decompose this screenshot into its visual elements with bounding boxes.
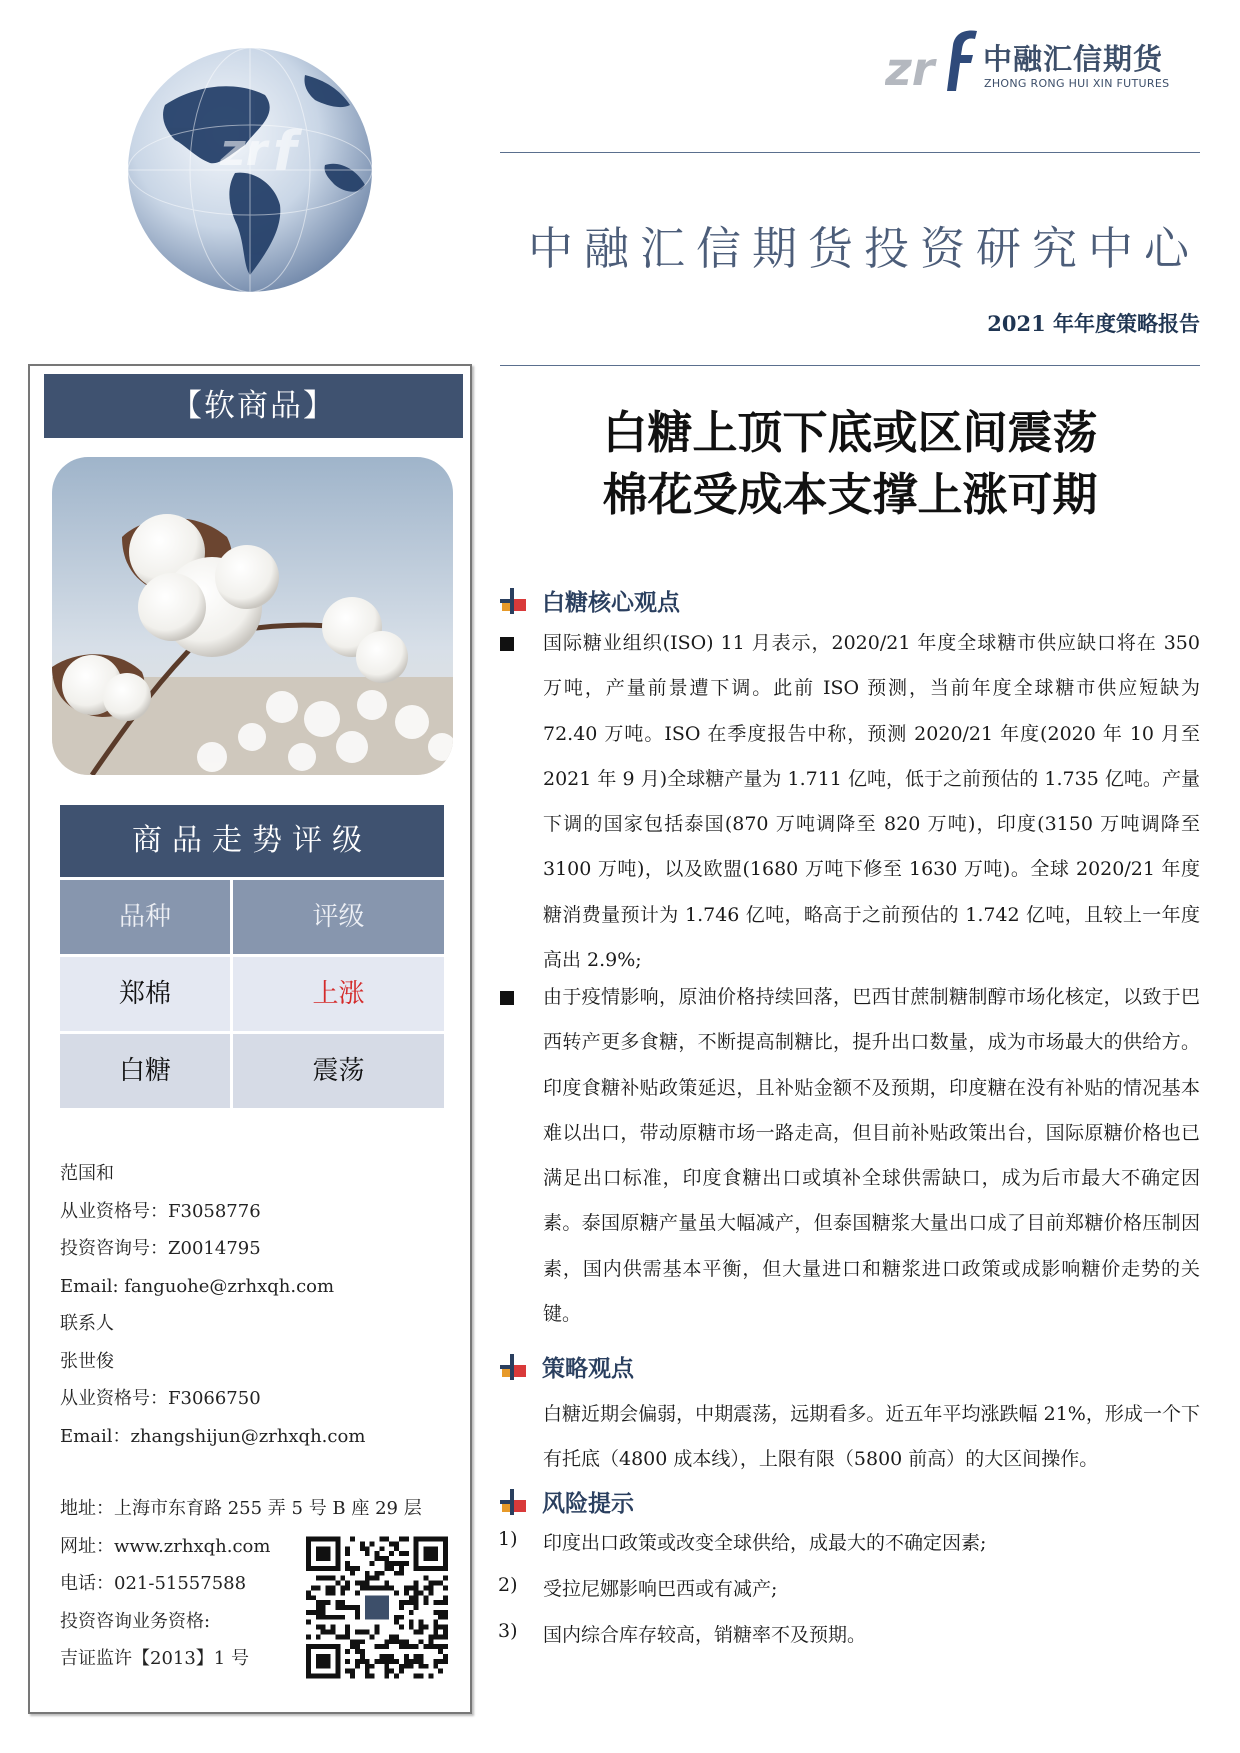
section-strategy (498, 1350, 634, 1383)
rating-table-title: 商品走势评级 (60, 805, 444, 877)
risk-item: 国内综合库存较高，销糖率不及预期。 (543, 1624, 867, 1646)
research-center-title: 中融汇信期货投资研究中心 (527, 222, 1200, 275)
license-number: 吉证监许【2013】1 号 (60, 1648, 249, 1669)
report-type: 2021 年年度策略报告 (987, 311, 1200, 336)
section-title: 策略观点 (542, 1356, 634, 1382)
svg-text:zr: zr (885, 42, 935, 95)
section-marker-icon (498, 588, 528, 614)
category-banner: 【软商品】 (44, 374, 463, 438)
company-logo (885, 25, 1195, 95)
row-1-variety: 郑棉 (60, 957, 230, 1031)
bullet-square-icon (500, 991, 514, 1005)
section-sugar-core-view (498, 584, 680, 617)
section-title: 白糖核心观点 (542, 590, 680, 616)
svg-text:zr: zr (220, 125, 268, 176)
contact-line: Email: fanguohe@zrhxqh.com (60, 1275, 335, 1297)
contact-line: 投资咨询号：Z0014795 (60, 1238, 261, 1259)
strategy-paragraph: 白糖近期会偏弱，中期震荡，远期看多。近五年平均涨跌幅 21%，形成一个下有托底（4800 成本线），上限有限（5800 前高）的大区间操作。 (543, 1403, 1200, 1471)
svg-text:f: f (273, 120, 297, 183)
risk-item-number: 1) (498, 1528, 518, 1550)
contact-line: 从业资格号：F3058776 (60, 1200, 261, 1222)
address-line: 地址：上海市东育路 255 弄 5 号 B 座 29 层 (60, 1498, 422, 1519)
column-header-rating: 评级 (233, 880, 444, 954)
section-marker-icon (498, 1354, 528, 1380)
analyst-contacts (60, 1155, 460, 1455)
section-marker-icon (498, 1489, 528, 1515)
risk-item: 印度出口政策或改变全球供给，成最大的不确定因素; (543, 1532, 987, 1554)
contact-line: Email：zhangshijun@zrhxqh.com (60, 1425, 366, 1447)
column-header-variety: 品种 (60, 880, 230, 954)
risk-item: 受拉尼娜影响巴西或有减产; (543, 1578, 778, 1600)
phone-line: 电话：021-51557588 (60, 1573, 247, 1594)
section-title: 风险提示 (542, 1491, 634, 1517)
contact-line: 从业资格号：F3066750 (60, 1388, 261, 1409)
globe-logo-image (125, 45, 375, 295)
row-2-variety: 白糖 (60, 1034, 230, 1108)
main-title (520, 402, 1180, 526)
contact-line: 联系人 (60, 1313, 114, 1334)
contact-line: 张世俊 (60, 1350, 114, 1372)
logo-english-name: ZHONG RONG HUI XIN FUTURES (984, 77, 1170, 90)
logo-chinese-name: 中融汇信期货 (983, 42, 1164, 76)
qr-code-image (306, 1535, 448, 1680)
cotton-photo (52, 457, 453, 775)
section-risk (498, 1485, 634, 1518)
sugar-view-paragraph-1: 国际糖业组织(ISO) 11 月表示，2020/21 年度全球糖市供应缺口将在 350 万吨，产量前景遭下调。此前 ISO 预测，当前年度全球糖市供应短缺为 72.40 万吨。ISO 在季度报告中称，预测 2020/21 年度(2020 年 10 月至 2021 年 9 月)全球糖产量为 1.711 亿吨，低于之前预估的 1.735 亿吨。产量下调的国家包括泰国(870 万吨调降至 820 万吨)，印度(3150 万吨调降至 3100 万吨)，以及欧盟(1680 万吨下修至 1630 万吨)。全球 2020/21 年度糖消费量预计为 1.746 亿吨，略高于之前预估的 1.742 亿吨，且较上一年度高出 2.9%; (543, 632, 1200, 972)
contact-line: 范国和 (60, 1163, 114, 1184)
row-2-rating: 震荡 (233, 1034, 444, 1108)
main-title-line-2: 棉花受成本支撑上涨可期 (602, 468, 1098, 521)
header-divider-top (500, 152, 1200, 153)
license-label: 投资咨询业务资格: (60, 1610, 211, 1632)
main-title-line-1: 白糖上顶下底或区间震荡 (602, 406, 1098, 459)
zrf-logo-mark (885, 25, 980, 95)
sugar-view-paragraph-2: 由于疫情影响，原油价格持续回落，巴西甘蔗制糖制醇市场化核定，以致于巴西转产更多食糖，不断提高制糖比，提升出口数量，成为市场最大的供给方。印度食糖补贴政策延迟，且补贴金额不及预期，印度糖在没有补贴的情况基本难以出口，带动原糖市场一路走高，但目前补贴政策出台，国际原糖价格也已满足出口标准，印度食糖出口或填补全球供需缺口，成为后市最大不确定因素。泰国原糖产量虽大幅减产，但泰国糖浆大量出口成了目前郑糖价格压制因素，国内供需基本平衡，但大量进口和糖浆进口政策或成影响糖价走势的关键。 (543, 986, 1200, 1326)
risk-item-number: 2) (498, 1574, 518, 1596)
header-divider-bottom (500, 365, 1200, 366)
bullet-square-icon (500, 637, 514, 651)
website-line: 网址：www.zrhxqh.com (60, 1535, 271, 1557)
row-1-rating: 上涨 (233, 957, 444, 1031)
risk-item-number: 3) (498, 1620, 518, 1642)
